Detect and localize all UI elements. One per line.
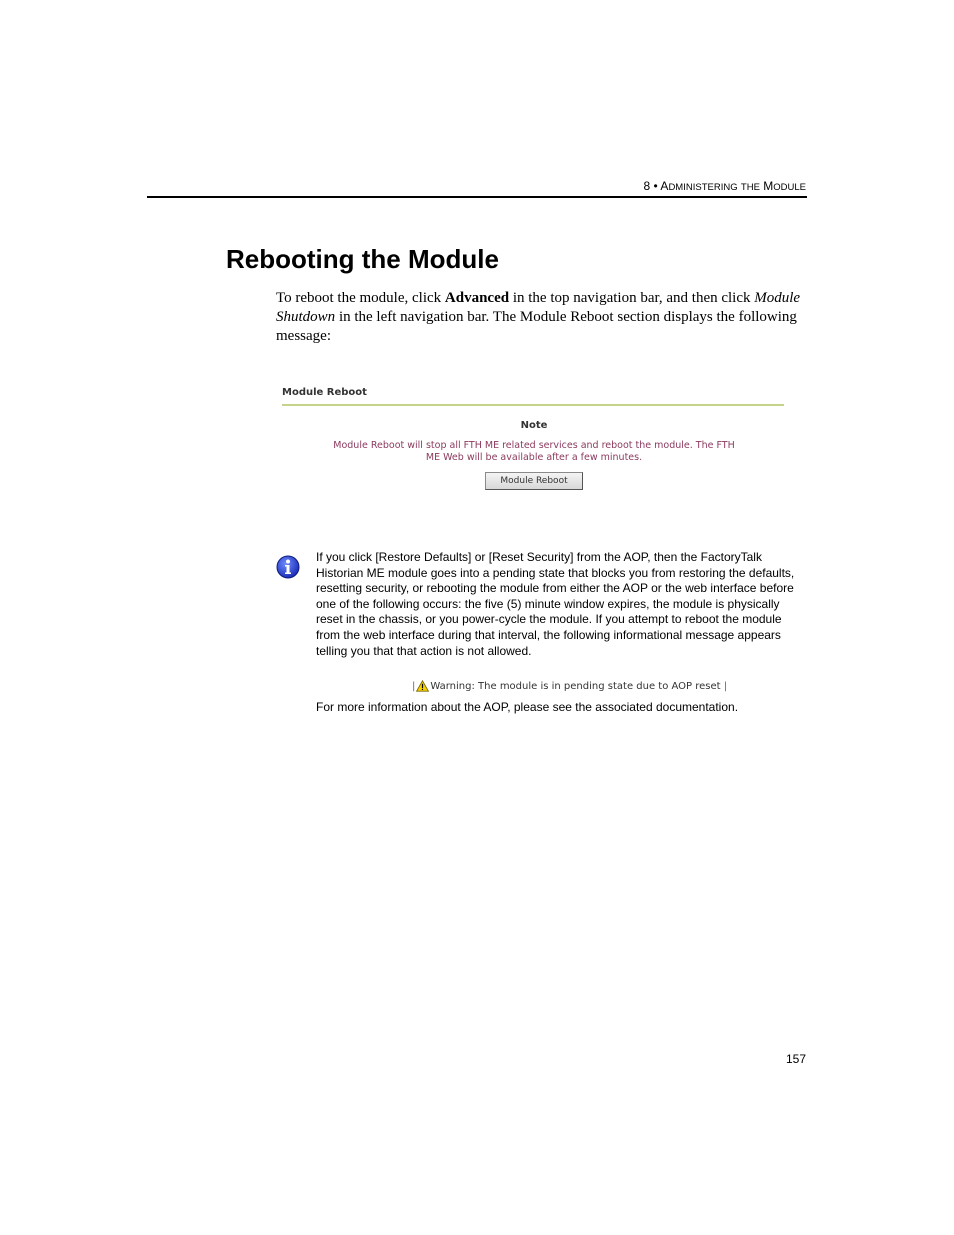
- page-number: 157: [785, 1052, 806, 1066]
- module-reboot-button[interactable]: Module Reboot: [485, 472, 583, 490]
- intro-text-1: To reboot the module, click: [276, 290, 445, 306]
- warning-left-bar: |: [412, 680, 416, 692]
- warning-right-bar: |: [720, 680, 728, 692]
- reboot-message: Module Reboot will stop all FTH ME related services and reboot the module. The FTH ME Web will be available after a few minutes.: [333, 440, 735, 463]
- header-separator: •: [653, 179, 658, 193]
- warning-text: Warning: The module is in pending state due to AOP reset: [430, 680, 721, 692]
- info-note-body: If you click [Restore Defaults] or [Reset Security] from the AOP, then the FactoryTalk Historian ME module goes into a pending state that blocks you from restoring the defaults, resetting security, or rebooting the module from either the AOP or the web interface before one of the following occurs: the five (5) minute window expires, the module is physically reset in the chassis, or you power-cycle the module. If you attempt to reboot the module from the web interface during that interval, the following informational message appears telling you that that action is not allowed.: [316, 550, 795, 658]
- module-reboot-screenshot: [280, 384, 785, 496]
- section-title: Rebooting the Module: [226, 244, 499, 274]
- note-heading: Note: [520, 420, 548, 431]
- chapter-title: ADMINISTERING THE MODULE: [660, 179, 806, 193]
- running-head: [644, 179, 806, 193]
- warning-triangle-icon: [416, 680, 429, 692]
- intro-advanced: Advanced: [444, 290, 510, 306]
- header-rule: [147, 196, 807, 198]
- intro-text-3: in the left navigation bar. The Module Reboot section displays the following message:: [276, 309, 797, 344]
- panel-title: Module Reboot: [282, 387, 367, 398]
- info-icon: [276, 555, 300, 579]
- intro-text-2: in the top navigation bar, and then click: [509, 290, 755, 306]
- more-info-text: For more information about the AOP, please see the associated documentation.: [316, 700, 739, 714]
- intro-paragraph: [276, 289, 810, 346]
- aop-warning-message: [412, 678, 727, 694]
- intro-module-shutdown: Module Shutdown: [276, 290, 801, 325]
- chapter-number: 8: [643, 179, 651, 193]
- panel-rule: [282, 404, 784, 406]
